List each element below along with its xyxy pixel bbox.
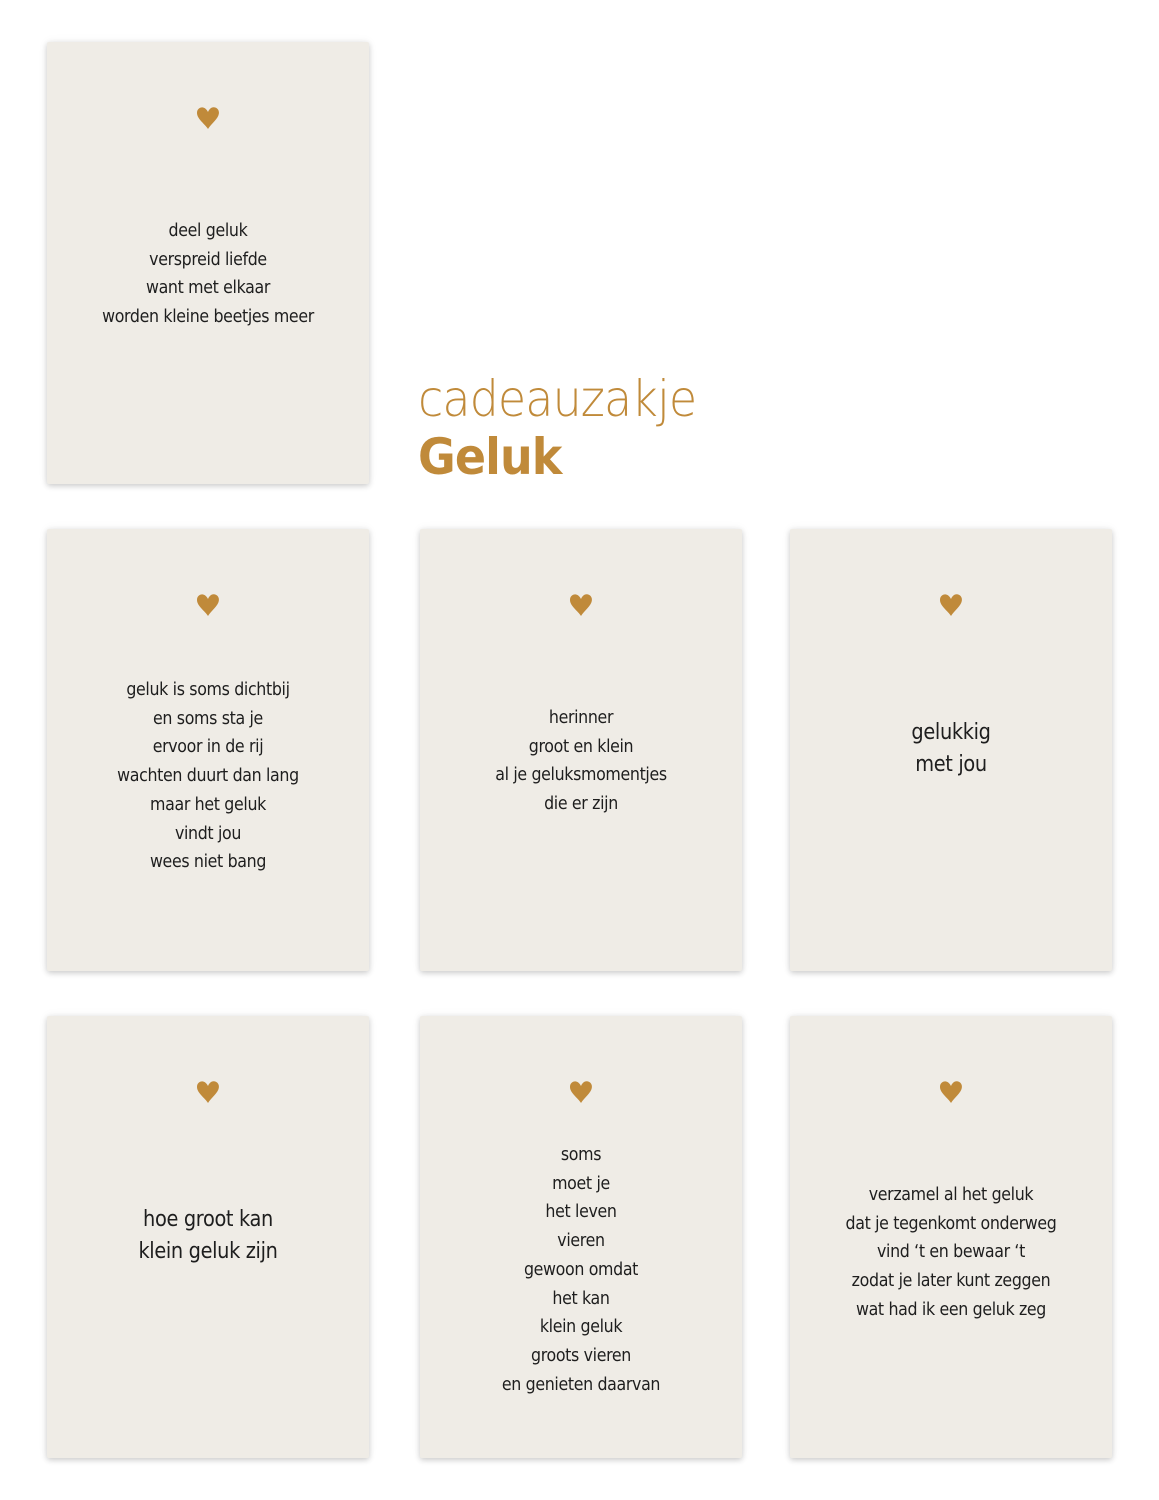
heart-icon (938, 1080, 964, 1104)
text-line: vind ‘t en bewaar ‘t (877, 1241, 1025, 1263)
text-line: deel geluk (168, 220, 248, 241)
card-soms-moet-je (420, 1016, 742, 1458)
card-deel-geluk (47, 42, 369, 484)
card-text (66, 1204, 349, 1268)
text-line: vindt jou (174, 822, 242, 844)
text-line: wees niet bang (149, 851, 267, 873)
text-line: maar het geluk (150, 793, 266, 815)
card-verzamel-al-het-geluk (790, 1016, 1112, 1458)
text-line: gewoon omdat (523, 1258, 639, 1280)
text-line: groot en klein (528, 735, 634, 757)
text-line: die er zijn (544, 793, 618, 815)
text-line: moet je (552, 1172, 610, 1194)
text-line: wachten duurt dan lang (117, 765, 299, 787)
text-line: het leven (545, 1201, 617, 1223)
card-gelukkig-met-jou (790, 529, 1112, 971)
card-text (809, 717, 1092, 781)
product-title (418, 370, 720, 486)
card-text (66, 676, 349, 877)
text-line: groots vieren (530, 1344, 631, 1366)
text-line: soms (560, 1144, 602, 1165)
text-line: geluk is soms dichtbij (126, 679, 290, 700)
text-line: herinner (548, 707, 614, 728)
text-line: worden kleine beetjes meer (102, 306, 314, 328)
text-line: verzamel al het geluk (868, 1184, 1034, 1205)
text-line: en soms sta je (153, 707, 263, 729)
heart-icon (195, 106, 221, 130)
text-line: verspreid liefde (149, 248, 267, 270)
text-line: vieren (557, 1230, 605, 1252)
heart-icon (195, 1080, 221, 1104)
heart-icon (195, 593, 221, 617)
card-text (809, 1181, 1092, 1325)
card-text (439, 1141, 722, 1399)
text-line: wat had ik een geluk zeg (855, 1298, 1047, 1320)
title-line-cadeauzakje: cadeauzakje (418, 370, 697, 428)
card-geluk-is-soms-dichtbij (47, 529, 369, 971)
text-line: en genieten daarvan (501, 1373, 661, 1395)
heart-icon (568, 593, 594, 617)
text-line: klein geluk (539, 1316, 623, 1338)
heart-icon (568, 1080, 594, 1104)
text-line: dat je tegenkomt onderweg (845, 1212, 1057, 1234)
text-line: want met elkaar (145, 277, 271, 299)
text-line: het kan (552, 1287, 610, 1309)
card-text (439, 704, 722, 819)
card-herinner (420, 529, 742, 971)
card-text (66, 217, 349, 332)
card-hoe-groot-kan (47, 1016, 369, 1458)
title-line-geluk: Geluk (418, 428, 562, 486)
text-line: klein geluk zijn (138, 1239, 278, 1264)
text-line: al je geluksmomentjes (495, 764, 667, 786)
heart-icon (938, 593, 964, 617)
text-line: met jou (915, 752, 987, 777)
text-line: ervoor in de rij (152, 736, 264, 758)
text-line: hoe groot kan (143, 1207, 273, 1232)
text-line: zodat je later kunt zeggen (851, 1270, 1051, 1292)
text-line: gelukkig (911, 720, 991, 745)
